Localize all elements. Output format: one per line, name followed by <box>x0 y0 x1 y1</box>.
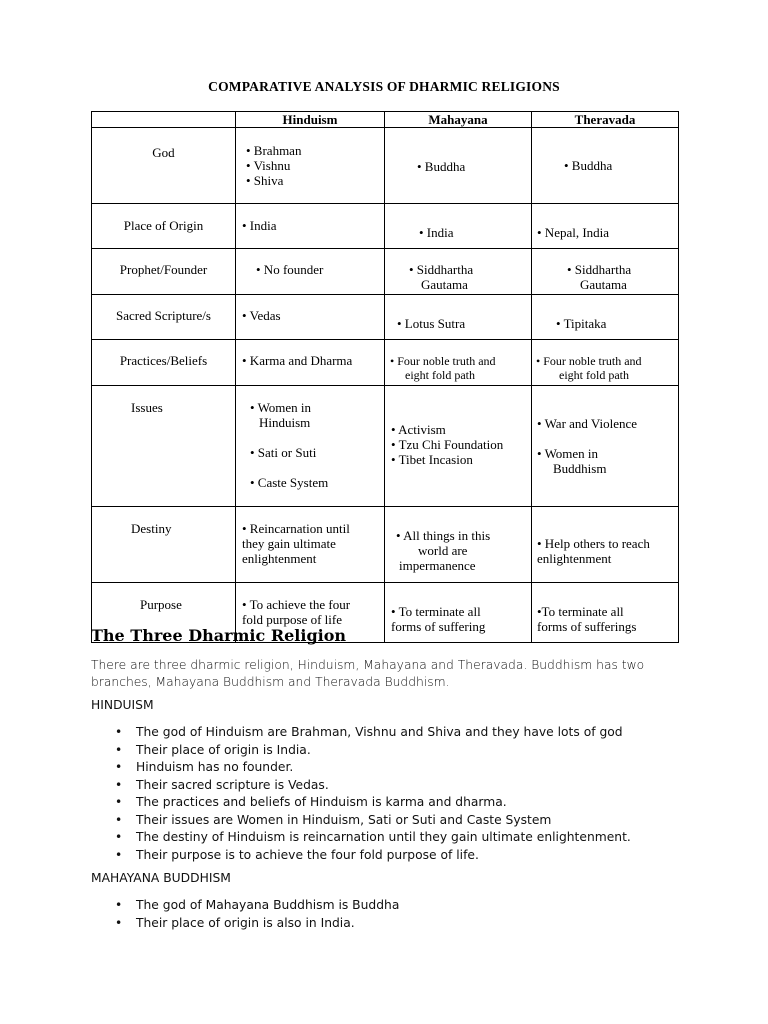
list-item-text: The god of Hinduism are Brahman, Vishnu and Shiva and they have lots of god <box>136 725 623 739</box>
row-label: Sacred Scripture/s <box>116 308 211 323</box>
document-title: COMPARATIVE ANALYSIS OF DHARMIC RELIGIONS <box>208 79 560 94</box>
cell-line: enlightenment <box>242 551 317 566</box>
table-row-issues <box>92 386 679 507</box>
cell-line: • Buddha <box>417 159 466 174</box>
cell-line: • India <box>419 225 454 240</box>
cell-line: • Buddha <box>564 158 613 173</box>
cell-line: impermanence <box>399 558 476 573</box>
header-empty <box>92 112 236 128</box>
bullet: • <box>115 847 123 862</box>
bullet: • <box>115 830 123 844</box>
cell-hinduism <box>236 249 384 277</box>
hinduism-list <box>91 724 631 864</box>
list-item-text: Their sacred scripture is Vedas. <box>136 777 329 792</box>
cell-line: • Four noble truth and <box>390 354 496 368</box>
cell-mahayana <box>385 583 531 634</box>
cell-line: • Lotus Sutra <box>397 316 466 331</box>
cell-line: • Vishnu <box>246 158 291 173</box>
list-item <box>91 742 631 760</box>
cell-line: • No founder <box>256 262 324 277</box>
cell-line: • Four noble truth and <box>536 354 642 368</box>
list-item <box>91 759 631 777</box>
cell-hinduism <box>236 507 384 566</box>
row-label: Purpose <box>140 597 182 612</box>
cell-line: •To terminate all <box>537 604 624 619</box>
row-label: God <box>152 145 175 160</box>
hinduism-section-label: HINDUISM <box>91 698 154 712</box>
cell-line: • Nepal, India <box>537 225 610 240</box>
cell-line: world are <box>418 543 468 558</box>
cell-theravada <box>532 386 678 476</box>
cell-line: eight fold path <box>405 368 475 382</box>
row-label: Issues <box>131 400 163 415</box>
list-item <box>91 794 631 812</box>
list-item-text: The practices and beliefs of Hinduism is karma and dharma. <box>136 795 507 809</box>
list-item <box>91 724 631 742</box>
cell-line: • Tibet Incasion <box>391 452 473 467</box>
cell-line: enlightenment <box>537 551 612 566</box>
cell-mahayana <box>385 204 531 240</box>
cell-hinduism <box>236 583 384 627</box>
row-label: Prophet/Founder <box>119 262 208 277</box>
list-item <box>91 812 631 830</box>
list-item <box>91 829 631 847</box>
table-row-origin <box>92 204 679 249</box>
cell-line: • Shiva <box>246 173 284 188</box>
cell-line: • All things in this <box>396 528 491 543</box>
cell-line: • Reincarnation until <box>242 521 350 536</box>
comparison-table <box>91 111 679 643</box>
mahayana-section-label: MAHAYANA BUDDHISM <box>91 871 231 885</box>
cell-line: • Women in <box>250 400 312 415</box>
list-item-text: Their issues are Women in Hinduism, Sati or Suti and Caste System <box>136 812 552 827</box>
cell-line: forms of sufferings <box>537 619 637 634</box>
header-theravada: Theravada <box>532 112 679 128</box>
bullet: • <box>115 812 123 827</box>
bullet: • <box>115 725 123 739</box>
cell-hinduism <box>236 204 384 233</box>
list-item-text: Their place of origin is also in India. <box>136 915 355 930</box>
list-item-text: Hinduism has no founder. <box>136 760 294 774</box>
cell-line: Buddhism <box>553 461 607 476</box>
header-mahayana: Mahayana <box>385 112 532 128</box>
list-item <box>91 915 399 933</box>
cell-theravada <box>532 507 678 566</box>
cell-theravada <box>532 249 678 292</box>
cell-line: • India <box>242 218 277 233</box>
cell-line: they gain ultimate <box>242 536 336 551</box>
header-hinduism: Hinduism <box>236 112 385 128</box>
cell-line: • Women in <box>537 446 599 461</box>
cell-mahayana <box>385 128 531 174</box>
cell-mahayana <box>385 249 531 292</box>
cell-theravada <box>532 583 678 634</box>
intro-paragraph: There are three dharmic religion, Hinduism, Mahayana and Theravada. Buddhism has two branches, Mahayana Buddhism and Theravada Buddhism. <box>91 658 645 689</box>
cell-mahayana <box>385 340 531 382</box>
list-item-text: The destiny of Hinduism is reincarnation until they gain ultimate enlightenment. <box>136 830 631 844</box>
table-row-practices <box>92 340 679 386</box>
cell-mahayana <box>385 386 531 467</box>
cell-line: • Siddhartha <box>567 262 632 277</box>
cell-line: fold purpose of life <box>242 612 343 627</box>
cell-line: • Help others to reach <box>537 536 650 551</box>
bullet: • <box>115 915 123 930</box>
cell-theravada <box>532 340 678 382</box>
list-item-text: Their purpose is to achieve the four fold purpose of life. <box>136 847 479 862</box>
cell-line: • Tzu Chi Foundation <box>391 437 504 452</box>
cell-line: • To terminate all <box>391 604 481 619</box>
row-label: Destiny <box>131 521 172 536</box>
cell-line: • Brahman <box>246 143 302 158</box>
section-heading: The Three Dharmic Religion <box>91 626 347 645</box>
cell-line: Gautama <box>580 277 627 292</box>
table-row-founder <box>92 249 679 295</box>
cell-theravada <box>532 128 678 173</box>
list-item-text: Their place of origin is India. <box>136 742 311 757</box>
bullet: • <box>115 742 123 757</box>
bullet: • <box>115 795 123 809</box>
cell-line: • Tipitaka <box>556 316 607 331</box>
cell-line: • Vedas <box>242 308 281 323</box>
table-header-row <box>92 112 679 128</box>
cell-hinduism <box>236 128 384 188</box>
cell-line: • War and Violence <box>537 416 638 431</box>
list-item <box>91 847 631 865</box>
cell-line: Gautama <box>421 277 468 292</box>
cell-hinduism <box>236 295 384 323</box>
cell-theravada <box>532 204 678 240</box>
bullet: • <box>115 760 123 774</box>
cell-line: • Sati or Suti <box>250 445 317 460</box>
cell-line: eight fold path <box>559 368 629 382</box>
list-item <box>91 777 631 795</box>
cell-line: Hinduism <box>259 415 311 430</box>
cell-hinduism <box>236 386 384 490</box>
row-label: Place of Origin <box>123 218 204 233</box>
cell-line: • To achieve the four <box>242 597 351 612</box>
row-label: Practices/Beliefs <box>119 353 208 368</box>
bullet: • <box>115 898 123 912</box>
cell-line: • Karma and Dharma <box>242 353 353 368</box>
list-item <box>91 897 399 915</box>
bullet: • <box>115 777 123 792</box>
cell-mahayana <box>385 295 531 331</box>
table-row-scripture <box>92 295 679 340</box>
table-row-god <box>92 128 679 204</box>
cell-mahayana <box>385 507 531 573</box>
table-row-destiny <box>92 507 679 583</box>
cell-line: • Caste System <box>250 475 329 490</box>
list-item-text: The god of Mahayana Buddhism is Buddha <box>136 898 400 912</box>
cell-hinduism <box>236 340 384 368</box>
cell-theravada <box>532 295 678 331</box>
cell-line: • Siddhartha <box>409 262 474 277</box>
cell-line: • Activism <box>391 422 446 437</box>
mahayana-list <box>91 897 399 932</box>
cell-line: forms of suffering <box>391 619 486 634</box>
